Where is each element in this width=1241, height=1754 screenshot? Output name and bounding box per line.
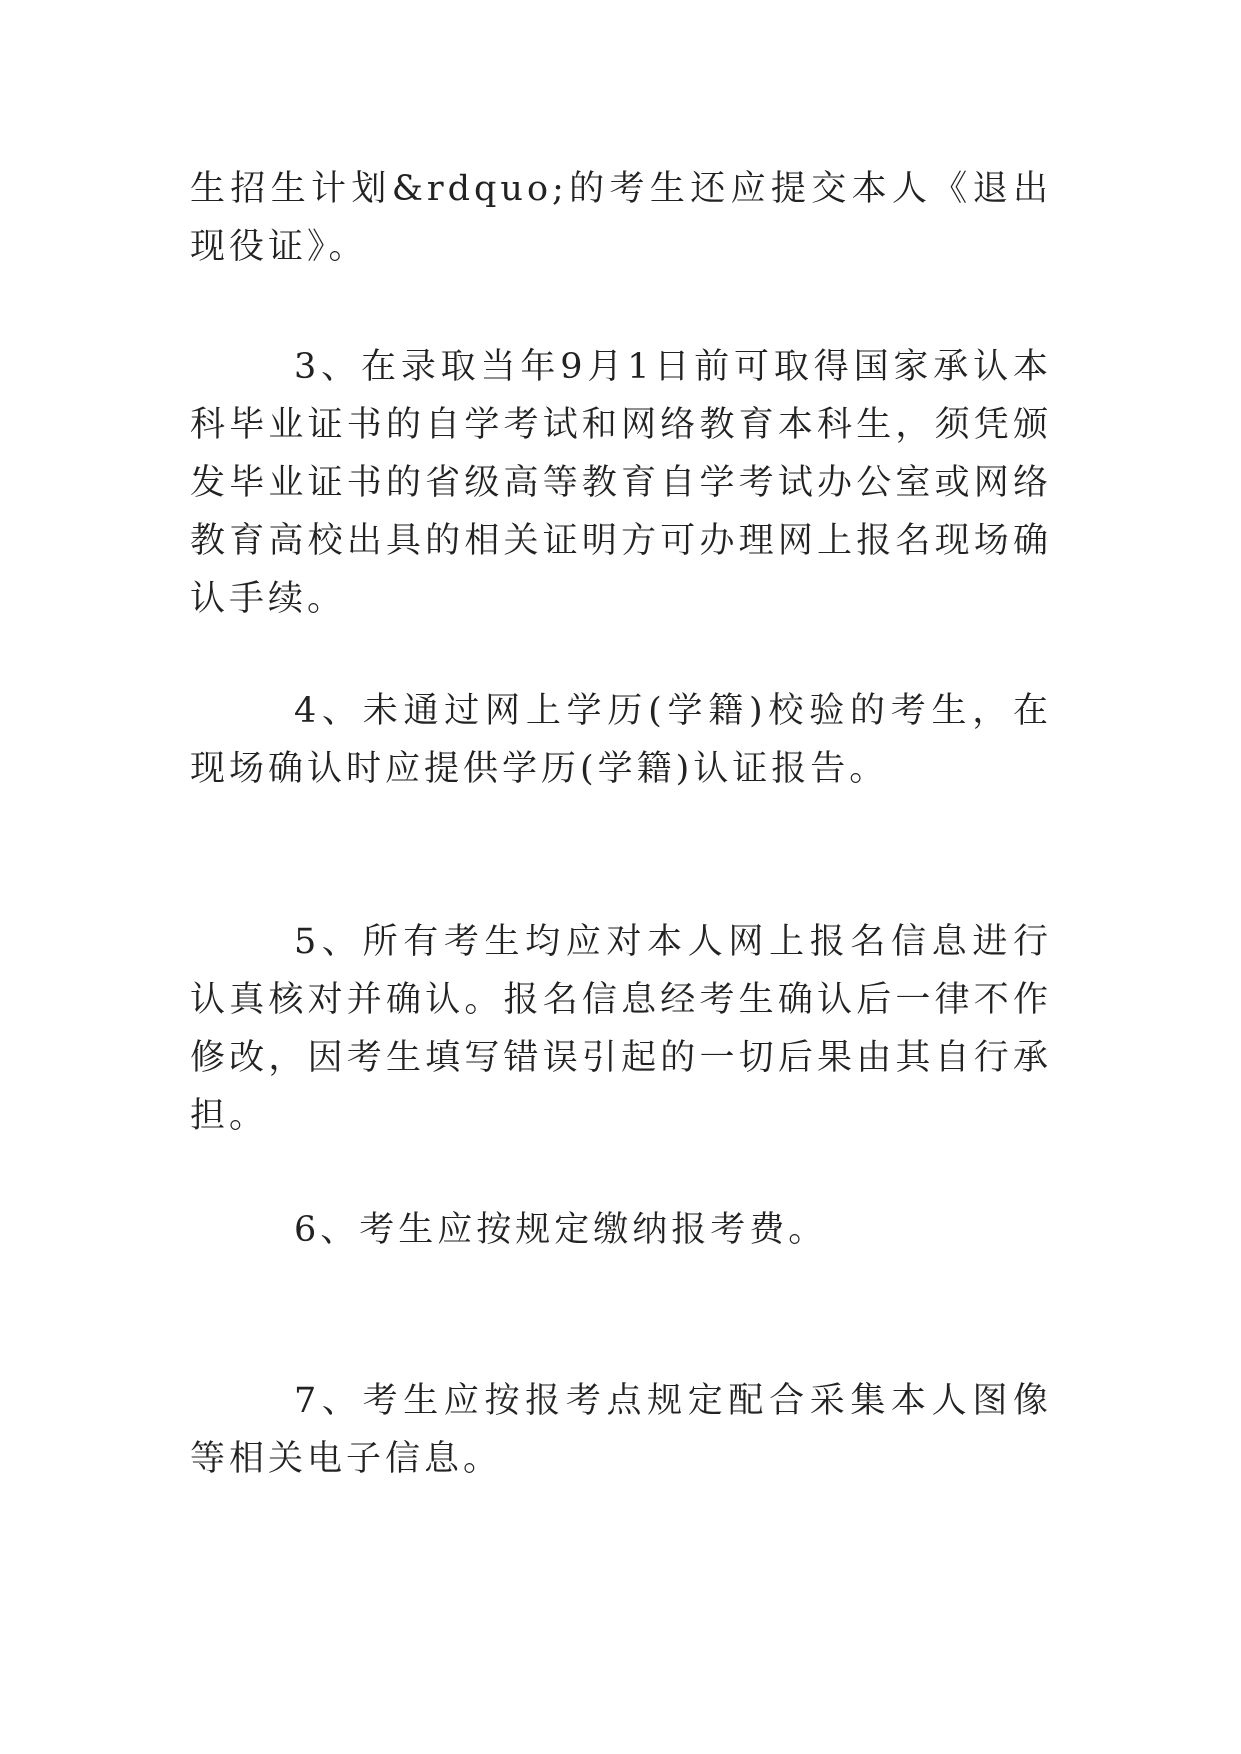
- paragraph-item-6: 6、考生应按规定缴纳报考费。: [294, 1210, 828, 1250]
- paragraph-item-5: 5、所有考生均应对本人网上报名信息进行认真核对并确认。报名信息经考生确认后一律不作修改，因考生填写错误引起的一切后果由其自行承担。: [190, 922, 1052, 1136]
- paragraph-continuation: 生招生计划&rdquo;的考生还应提交本人《退出现役证》。: [190, 169, 1052, 267]
- paragraph-item-4: 4、未通过网上学历(学籍)校验的考生，在现场确认时应提供学历(学籍)认证报告。: [190, 691, 1052, 789]
- paragraph-item-3: 3、在录取当年9月1日前可取得国家承认本科毕业证书的自学考试和网络教育本科生，须凭颁发毕业证书的省级高等教育自学考试办公室或网络教育高校出具的相关证明方可办理网上报名现场确认手续。: [190, 347, 1052, 619]
- paragraph-item-7: 7、考生应按报考点规定配合采集本人图像等相关电子信息。: [190, 1381, 1052, 1479]
